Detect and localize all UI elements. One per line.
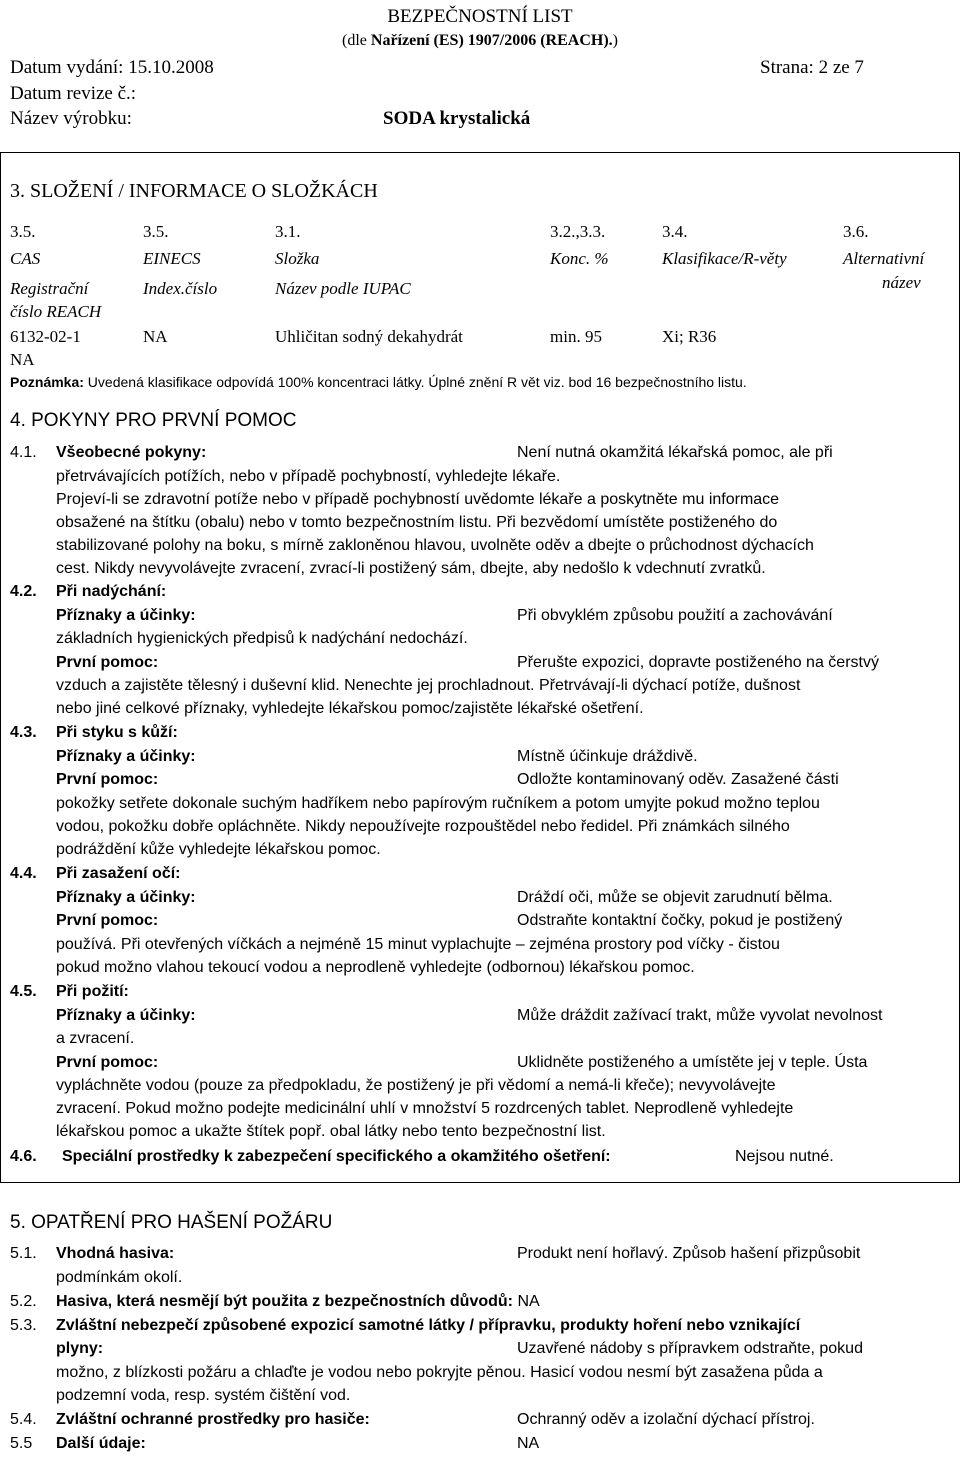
subtitle-suffix: ) [612, 32, 618, 49]
page-number: Strana: 2 ze 7 [760, 57, 864, 78]
section-3-title: 3. SLOŽENÍ / INFORMACE O SLOŽKÁCH [10, 180, 378, 202]
s53-text: Uzavřené nádoby s přípravkem odstraňte, pokud [517, 1340, 863, 1357]
col-reach-header: číslo REACH [10, 302, 102, 321]
s43-firstaid-label: První pomoc: [56, 771, 159, 788]
s42-symptoms-label: Příznaky a účinky: [56, 607, 196, 624]
note-label: Poznámka: [10, 374, 84, 390]
s42-number: 4.2. [10, 583, 37, 600]
s43-firstaid-text: Odložte kontaminovaný oděv. Zasažené části [517, 771, 839, 788]
left-border [0, 152, 1, 1182]
s51-text: Produkt není hořlavý. Způsob hašení přizpůsobit [517, 1245, 861, 1262]
s44-symptoms-label: Příznaky a účinky: [56, 889, 196, 906]
s45-number: 4.5. [10, 983, 37, 1000]
s46-label: Speciální prostředky k zabezpečení specifického a okamžitého ošetření: [62, 1148, 611, 1165]
s41-number: 4.1. [10, 444, 37, 461]
col-reg-header: Registrační [10, 279, 89, 298]
s43-label: Při styku s kůží: [56, 724, 178, 741]
col-index-header: Index.číslo [143, 279, 218, 298]
s54-number: 5.4. [10, 1411, 37, 1428]
s55-label: Další údaje: [56, 1435, 146, 1452]
s45-firstaid-line-4: lékařskou pomoc a ukažte štítek popř. obal látky nebo tento bezpečnostní list. [56, 1123, 606, 1140]
cell-component: Uhličitan sodný dekahydrát [275, 327, 463, 346]
s41-line-2: přetrvávajících potížích, nebo v případě pochybností, vyhledejte lékaře. [56, 468, 561, 485]
s45-symptoms-label: Příznaky a účinky: [56, 1007, 196, 1024]
col-einecs-num: 3.5. [143, 222, 169, 241]
col-cas-num: 3.5. [10, 222, 36, 241]
col-conc-header: Konc. % [550, 249, 609, 268]
s42-symptoms-text: Při obvyklém způsobu použití a zachovávání [517, 607, 833, 624]
s43-firstaid-line-4: podráždění kůže vyhledejte lékařskou pomoc. [56, 841, 381, 858]
cell-classification: Xi; R36 [662, 327, 717, 346]
s44-firstaid-line-2: používá. Při otevřených víčkách a nejméně 15 minut vyplachujte – zejména prostory pod víčky - čistou [56, 936, 780, 953]
s52-label: Hasiva, která nesmějí být použita z bezpečnostních důvodů: [56, 1293, 513, 1310]
col-component-header: Složka [275, 249, 320, 268]
section-4-title: 4. POKYNY PRO PRVNÍ POMOC [10, 410, 297, 431]
note-text: Uvedená klasifikace odpovídá 100% koncentraci látky. Úplné znění R vět viz. bod 16 bezpečnostního listu. [83, 374, 747, 390]
subtitle-regulation: Nařízení (ES) 1907/2006 (REACH). [370, 32, 613, 49]
s42-firstaid-line-2: vzduch a zajistěte tělesný i duševní klid. Nenechte jej prochladnout. Přetrvávají-li dýchací potíže, dušnost [56, 677, 801, 694]
divider [0, 152, 960, 153]
issue-date: Datum vydání: 15.10.2008 [10, 57, 214, 78]
product-label: Název výrobku: [10, 108, 132, 129]
product-name: SODA krystalická [383, 108, 531, 129]
s43-number: 4.3. [10, 724, 37, 741]
col-einecs-header: EINECS [143, 249, 201, 268]
s43-firstaid-line-3: vodou, pokožku dobře opláchněte. Nikdy nepoužívejte rozpouštědel nebo ředidel. Při známkách silného [56, 818, 790, 835]
s54-label: Zvláštní ochranné prostředky pro hasiče: [56, 1411, 370, 1428]
cell-concentration: min. 95 [550, 327, 602, 346]
s54-value: Ochranný oděv a izolační dýchací přístroj. [517, 1411, 815, 1428]
document-title: BEZPEČNOSTNÍ LIST [387, 6, 573, 27]
section-3-note [10, 374, 747, 390]
s53-line-4: podzemní voda, resp. systém čištění vod. [56, 1387, 351, 1404]
subtitle-prefix: (dle [342, 32, 371, 49]
s45-firstaid-line-3: zvracení. Pokud možno podejte medicinální uhlí v množství 5 rozdrcených tablet. Neprodleně vyhledejte [56, 1100, 794, 1117]
s44-label: Při zasažení očí: [56, 865, 181, 882]
revision-date: Datum revize č.: [10, 83, 137, 104]
s44-firstaid-label: První pomoc: [56, 912, 159, 929]
section-divider [0, 1182, 960, 1183]
col-alt-header: Alternativní [843, 249, 925, 268]
col-component-num: 3.1. [275, 222, 301, 241]
s46-number: 4.6. [10, 1148, 37, 1165]
s44-firstaid-line-3: pokud možno vlahou tekoucí vodou a neprodleně vyhledejte (odbornou) lékařskou pomoc. [56, 959, 695, 976]
s44-number: 4.4. [10, 865, 37, 882]
s45-firstaid-label: První pomoc: [56, 1054, 159, 1071]
s52-row [56, 1293, 540, 1311]
s41-label: Všeobecné pokyny: [56, 444, 207, 461]
col-alt-num: 3.6. [843, 222, 869, 241]
s46-value: Nejsou nutné. [735, 1148, 834, 1165]
section-5-title: 5. OPATŘENÍ PRO HAŠENÍ POŽÁRU [10, 1212, 333, 1233]
s42-firstaid-label: První pomoc: [56, 654, 159, 671]
s52-value: NA [517, 1293, 540, 1310]
s52-number: 5.2. [10, 1293, 37, 1310]
s43-symptoms-label: Příznaky a účinky: [56, 748, 196, 765]
s42-symptoms-line-2: základních hygienických předpisů k nadýchání nedochází. [56, 630, 468, 647]
s41-line-3: Projeví-li se zdravotní potíže nebo v případě pochybností uvědomte lékaře a poskytněte mu informace [56, 491, 780, 508]
s51-label: Vhodná hasiva: [56, 1245, 175, 1262]
col-conc-num: 3.2.,3.3. [550, 222, 606, 241]
s53-label-2: plyny: [56, 1340, 104, 1357]
s51-number: 5.1. [10, 1245, 37, 1262]
s44-symptoms-text: Dráždí oči, může se objevit zarudnutí bělma. [517, 889, 833, 906]
s55-number: 5.5 [10, 1435, 33, 1452]
s42-firstaid-line-3: nebo jiné celkové příznaky, vyhledejte lékařskou pomoc/zajistěte lékařské ošetření. [56, 700, 644, 717]
s45-firstaid-text: Uklidněte postiženého a umístěte jej v teple. Ústa [517, 1054, 868, 1071]
s42-firstaid-text: Přerušte expozici, dopravte postiženého na čerstvý [517, 654, 879, 671]
document-subtitle [0, 32, 960, 50]
col-class-num: 3.4. [662, 222, 688, 241]
col-cas-header: CAS [10, 249, 41, 268]
s45-firstaid-line-2: vypláchněte vodou (pouze za předpokladu, že postižený je při vědomí a nemá-li křeče); nevyvolávejte [56, 1077, 776, 1094]
cell-reach: NA [10, 350, 35, 369]
col-iupac-header: Název podle IUPAC [275, 279, 411, 298]
s43-symptoms-text: Místně účinkuje dráždivě. [517, 748, 698, 765]
s45-label: Při požití: [56, 983, 129, 1000]
s41-line-5: stabilizované polohy na boku, s mírně zakloněnou hlavou, uvolněte oděv a dbejte o průchodnost dýchacích [56, 537, 814, 554]
s53-line-3: možno, z blízkosti požáru a chlaďte je vodou nebo pokryjte pěnou. Hasicí vodou nesmí být zasažena půda a [56, 1364, 823, 1381]
cell-cas: 6132-02-1 [10, 327, 81, 346]
s51-line-2: podmínkám okolí. [56, 1269, 183, 1286]
s44-firstaid-text: Odstraňte kontaktní čočky, pokud je postižený [517, 912, 843, 929]
s55-value: NA [517, 1435, 540, 1452]
cell-einecs: NA [143, 327, 168, 346]
s53-label: Zvláštní nebezpečí způsobené expozicí samotné látky / přípravku, produkty hoření nebo vznikající [56, 1317, 801, 1334]
s45-symptoms-line-2: a zvracení. [56, 1030, 135, 1047]
col-alt-header-2: název [882, 273, 921, 292]
s42-label: Při nadýchání: [56, 583, 167, 600]
s41-line-4: obsažené na štítku (obalu) nebo v tomto bezpečnostním listu. Při bezvědomí umístěte postiženého do [56, 514, 778, 531]
col-class-header: Klasifikace/R-věty [662, 249, 787, 268]
s41-line-6: cest. Nikdy nevyvolávejte zvracení, zvrací-li postižený sám, dbejte, aby nedošlo k vdechnutí zvratků. [56, 560, 766, 577]
s53-number: 5.3. [10, 1317, 37, 1334]
s43-firstaid-line-2: pokožky setřete dokonale suchým hadříkem nebo papírovým ručníkem a potom umyjte pokud možno teplou [56, 795, 820, 812]
s41-text: Není nutná okamžitá lékařská pomoc, ale při [517, 444, 833, 461]
s45-symptoms-text: Může dráždit zažívací trakt, může vyvolat nevolnost [517, 1007, 883, 1024]
